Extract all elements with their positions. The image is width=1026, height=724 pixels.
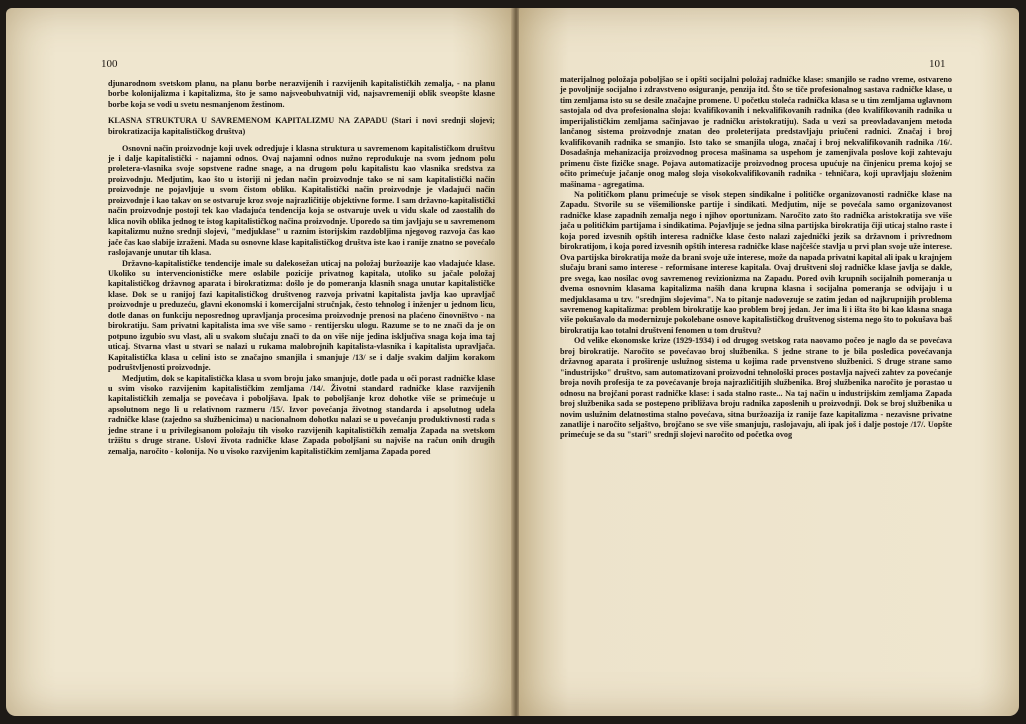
left-paragraph-1: djunarodnom svetskom planu, na planu borbe nerazvijenih i razvijenih kapitalističkih zemalja, - na planu borbe kolonijalizma i kapitalizma, što je samo najsveobuhvatniji vid, najsavremeniji oblik sveopšte klasne borbe koja se vodi u svetu nesmanjenom žestinom. <box>108 79 495 109</box>
left-page <box>6 8 513 716</box>
left-paragraph-3: Državno-kapitalističke tendencije imale su dalekosežan uticaj na položaj buržoazije kao vladajuće klase. Ukoliko su intervencionističke mere oslabile pozicije privatnog kapitala, utoliko su jačale položaj kapitalističkog državnog aparata i birokratizma: došlo je do pomeranja klasnih snaga unutar kapitalističke klase. Dok se u ranijoj fazi kapitalističkog društvenog razvoja privatni kapitalista javlja kao upravljač proizvodnje u preduzeću, glavni ekonomski i komercijalni stručnjak, često tehnolog i inženjer u jednom licu, dotle danas on funkciju neposrednog upravljanja procesima proizvodnje prenosi na plaćeno činovništvo - na birokratiju. Sam privatni kapitalista ima sve više samo - rentijersku ulogu. Razume se to ne znači da je on potpuno izgubio svu vlast, ali u svakom slučaju znači to da on više nije jedina isključiva snaga koja ima taj uticaj. Stvarna vlast u stvari se nalazi u rukama malobrojnih kapitalista-vlasnika i kapitalista upravljača. Kapitalistička klasa u celini isto se značajno smanjila i smanjuje /13/ se i dalje svakim daljim korakom podruštvljenosti proizvodnje. <box>108 258 495 373</box>
page-number-right: 101 <box>929 58 946 70</box>
right-page <box>519 8 1019 716</box>
left-page-text <box>108 79 495 457</box>
left-paragraph-4: Medjutim, dok se kapitalistička klasa u svom broju jako smanjuje, dotle pada u oči porast radničke klase u svim visoko razvijenim kapitalističkim zemljama /14/. Životni standard radničke klase razvijenih kapitalističkih zemalja se povećava i poboljšava. Ipak to poboljšanje kroz dohotke više se primećuje u apsolutnom nego li u relativnom razmeru /15/. Izvor povećanja životnog standarda i apsolutnog udela radničke klase (zajedno sa službenicima) u nacionalnom dohotku nalazi se u povećanju produktivnosti rada s jedne strane i u privilegisanom položaju tih visoko razvijenih kapitalističkih zemalja Zapada na svetskom tržištu s druge strane. Uslovi života radničke klase Zapada poboljšani su najviše na račun onih drugih zemalja, naročito - kolonija. No u visoko razvijenim kapitalističkim zemljama Zapada pored <box>108 373 495 456</box>
right-paragraph-1: materijalnog položaja poboljšao se i opšti socijalni položaj radničke klase: smanjilo se radno vreme, ostvareno je povoljnije socijalno i zdravstveno osiguranje, penzija itd. Što se tiče profesionalnog sastava radničke klase, u tim zemljama isto su se desile značajne promene. U početku stoleća radnička klasa se u tim zemljama uglavnom sastojala od dva profesionalna sloja: kvalifikovanih i nekvalifikovanih radnika (deo kvalifikovanih radnika u imperijalističkim zemljama sačinjavao je radničku aristokratiju). Sada u vezi sa preovladavanjem metoda lančanog sistema proizvodnje znatan deo proleterijata predstavljaju priučeni radnici. Značaj i broj kvalifikovanih radnika se smanjio. Isto tako se smanjila uloga, značaj i broj nekvalifikovanih radnika /16/. Dosadašnja mehanizacija proizvodnog procesa mašinama sa uspehom je zamenjivala poslove koji zahtevaju primenu čiste fizičke snage. Pojava automatizacije proizvodnog procesa upućuje na činjenicu prema kojoj se očito primećuje jačanje onog malog sloja visokokvalifikovanih radnika - tehničara, koji upravljaju složenim mašinama - agregatima. <box>560 75 952 189</box>
right-page-text <box>560 75 952 441</box>
section-heading: KLASNA STRUKTURA U SAVREMENOM KAPITALIZMU NA ZAPADU (Stari i novi srednji slojevi; birokratizacija kapitalističkog društva) <box>108 116 495 136</box>
page-number-left: 100 <box>101 58 118 70</box>
right-paragraph-3: Od velike ekonomske krize (1929-1934) i od drugog svetskog rata naovamo počeo je naglo da se povećava broj birokratije. Naročito se povećavao broj službenika. S jedne strane to je bila posledica povećavanja državnog aparata i proširenje uslužnog sistema u kojima rade prvenstveno službenici. S druge strane samo "industrijsko" društvo, sam automatizovani proizvodni tehnološki proces postavlja najveći zahtev za povećanje broja novih profesija te za povećavanje broja najrazličitijih službenika. Broj službenika naročito je porastao u odnosu na brojčani porast radničke klase: i sada stalno raste... Na taj način u industrijskim zemljama Zapada broj službenika sada se postepeno približava broju radnika zaposlenih u proizvodnji. Dok se broj službenika u novim uslužnim delatnostima stalno povećava, sitna buržoazija iz ranije faze kapitalizma - nezavisne privatne zanatlije i naročito seljaštvo, brojčano se sve više smanjuju, raslojavaju, ali ipak još i dalje postoje /17/. Uopšte primećuje se da su "stari" srednji slojevi naročito od početka ovog <box>560 336 952 440</box>
right-paragraph-2: Na političkom planu primećuje se visok stepen sindikalne i političke organizovanosti radničke klase na Zapadu. Stvorile su se višemilionske partije i sindikati. Medjutim, nije se povećala samo organizovanost radničke klase zapadnih zemalja nego i njihov oportunizam. Naročito zato što radnička aristokratija sve više jača u političkim partijama i sindikatima. Pojavljuje se jedna silna partijska birokratija čiji uticaj stalno raste i koja pored izvesnih opštih interesa radničke klase često nalazi zajednički jezik sa državnom i privrednom birokratijom, i koja pored izvesnih opštih interesa radničke klase najčešće stavlja u prvi plan svoje uže interese. Ova partijska birokratija može da brani svoje uže interese, može da napada privatni kapital ali ipak u krajnjem slučaju brani samo interese - reformisane interese kapitala. Ovaj društveni sloj radničke klase javlja se dakle, pre svega, kao nosilac ovog savremenog revizionizma na Zapadu. Pored ovih krupnih socijalnih pomeranja u dvema osnovnim klasama kapitalizma naših dana krupna klasna i socijalna pomeranja se odvijaju i u medjuklasama u tzv. "srednjim slojevima". Na to pitanje nadovezuje se zatim jedan od najkrupnijih problema savremenog kapitalizma: problem birokratije kao problem broj jedan. Jer ima li i išta što bi kao klasna snaga više pokušavalo da modernizuje pokolebane osnove kapitalističkog društvenog sistema nego što to pokušava baš birokratija kao totalni društveni fenomen u tom društvu? <box>560 189 952 335</box>
left-paragraph-2: Osnovni način proizvodnje koji uvek odredjuje i klasna struktura u savremenom kapitalističkom društvu je i dalje kapitalistički - najamni odnos. Ovaj najamni odnos nužno reprodukuje na svom jednom polu proletera-vlasnika svoje sopstvene radne snage, a na drugom polu kapitalistu kao vlasnika sredstva za proizvodnju. Medjutim, kao što u istoriji ni jedan način proizvodnje tako se ni sam kapitalistički način proizvodnje ne pojavljuje u svom čistom obliku. Kapitalistički način proizvodnje je vladajući način proizvodnje i kao takav on se ostvaruje kroz svoje najrazličitije objektivne forme. I sam državno-kapitalistički način proizvodnje postoji tek kao vladajuća tendencija koja se ostvaruje uvek u vidu skale od zaostalih do klica novih oblika jednog te istog kapitalističkog načina proizvodnje. Uporedo sa tim javljaju se u savremenom kapitalizmu nužno srednji slojevi, "medjuklase" u raznim istorijskim razdobljima njegovog razvoja čas kao jače čas kao slabije izraženi. Mada su osnovne klase kapitalističkog društva iste kao i ranije znatno se povećalo raslojavanje unutar tih klasa. <box>108 143 495 258</box>
